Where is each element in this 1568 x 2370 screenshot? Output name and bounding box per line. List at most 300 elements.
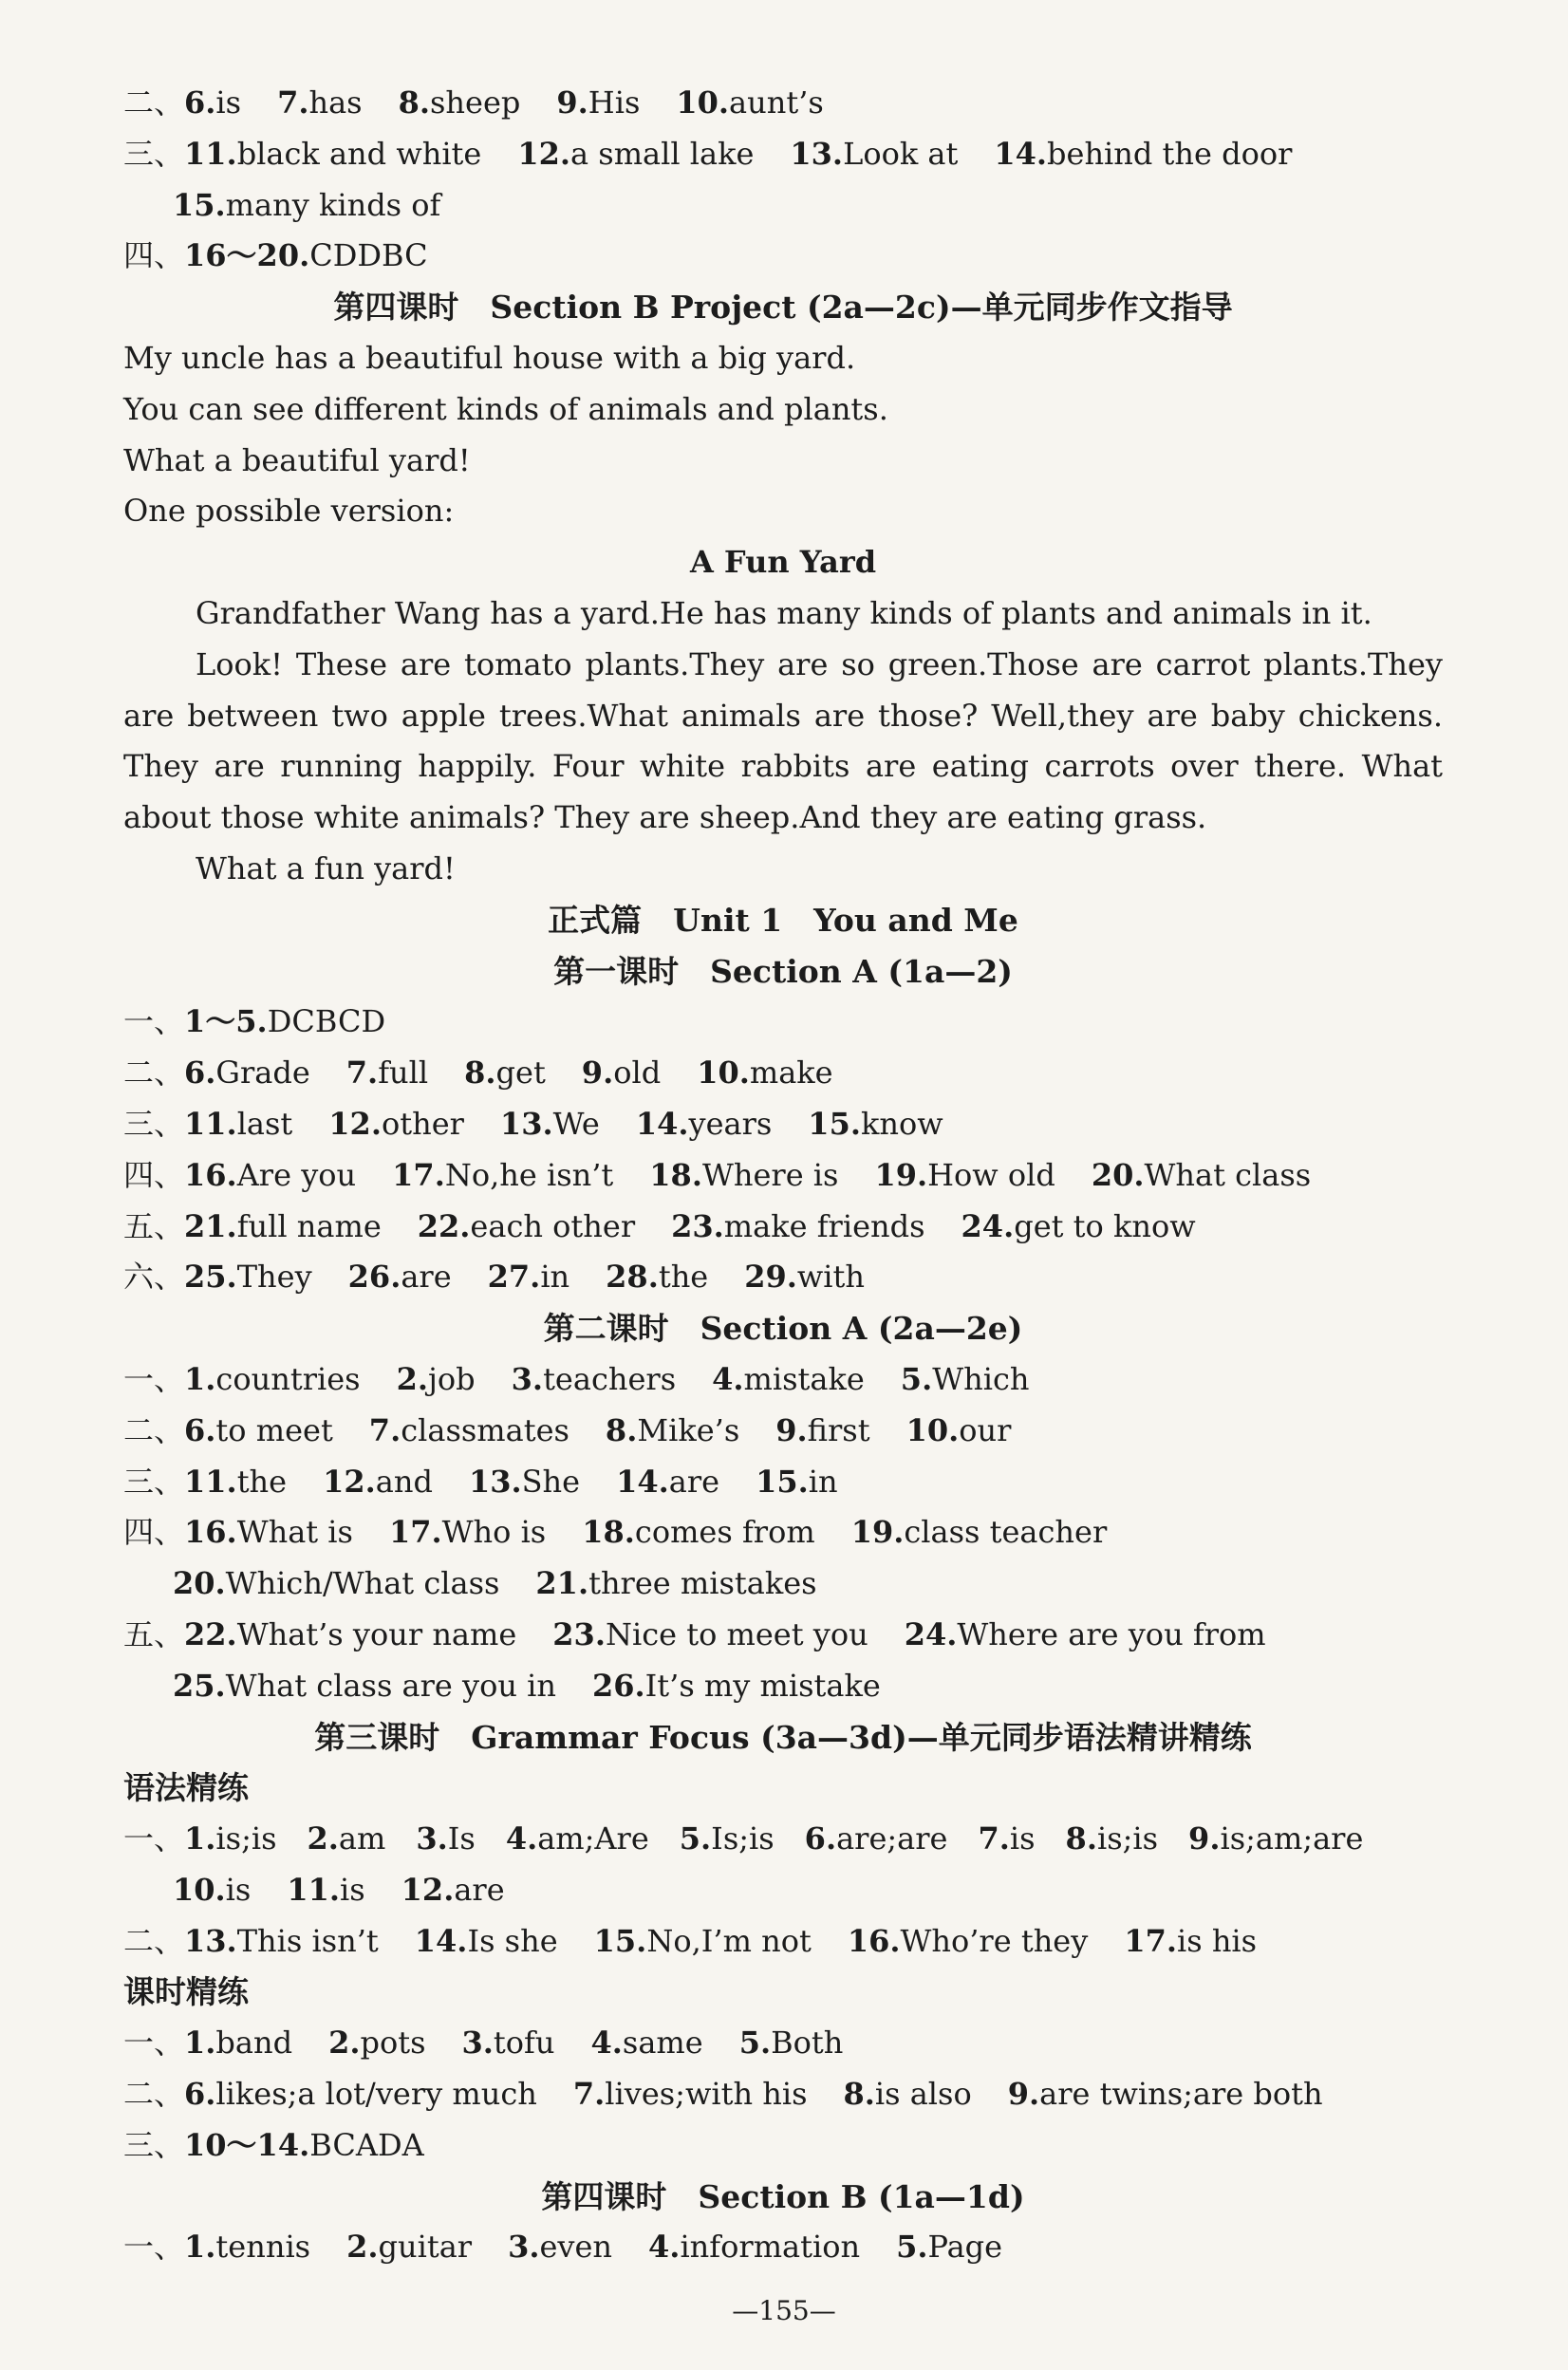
question-number: 8.	[398, 84, 430, 121]
answer-text: likes;a lot/very much	[215, 2076, 537, 2113]
answer-item	[184, 1099, 292, 1150]
lesson-heading: 第三课时 Grammar Focus (3a—3d)—单元同步语法精讲精练	[314, 1718, 1252, 1756]
answer-text: guitar	[378, 2229, 473, 2266]
answer-item	[184, 2222, 310, 2273]
question-number: 16.	[184, 1156, 237, 1193]
answer-text: know	[860, 1105, 943, 1142]
question-number: 11.	[184, 1463, 237, 1500]
answer-item	[184, 1202, 382, 1253]
question-number: 9.	[1007, 2076, 1040, 2113]
answer-line	[123, 1252, 1443, 1303]
answer-text: Where is	[701, 1156, 839, 1193]
answer-text: are	[401, 1259, 452, 1296]
answer-text: lives;with his	[605, 2076, 808, 2113]
answer-text: She	[521, 1463, 581, 1500]
answer-text: DCBCD	[267, 1003, 386, 1040]
answer-item	[573, 2069, 808, 2120]
section-prefix: 四、	[123, 237, 185, 274]
writing-sentence: My uncle has a beautiful house with a big yard.	[123, 339, 856, 376]
answer-item	[392, 1150, 613, 1202]
question-number: 2.	[346, 2229, 379, 2266]
question-number: 22.	[184, 1615, 237, 1652]
answer-text: last	[236, 1105, 293, 1142]
writing-sentence: What a beautiful yard!	[123, 441, 471, 478]
answer-item	[591, 2018, 703, 2069]
answer-item	[961, 1202, 1196, 1253]
answer-item	[775, 1406, 869, 1457]
answer-text: We	[552, 1105, 600, 1142]
answer-text: Which	[932, 1360, 1030, 1397]
answer-item	[712, 1354, 865, 1406]
answer-line	[123, 1507, 1443, 1558]
answer-item	[508, 2222, 612, 2273]
question-number: 10.	[697, 1054, 750, 1092]
section-prefix: 三、	[123, 1463, 185, 1500]
answer-item	[184, 1406, 333, 1457]
answer-item	[173, 180, 440, 232]
answer-item	[346, 2222, 472, 2273]
answer-item	[649, 1150, 838, 1202]
answer-item	[184, 231, 428, 282]
question-number: 17.	[388, 1514, 442, 1551]
question-number: 2.	[307, 1820, 339, 1857]
answer-item	[790, 129, 958, 180]
answer-text: His	[588, 84, 641, 121]
answer-line	[123, 1558, 1443, 1610]
question-number: 24.	[904, 1615, 958, 1652]
question-number: 13.	[790, 135, 844, 172]
answer-item	[512, 1354, 676, 1406]
answer-item	[500, 1099, 600, 1150]
section-prefix: 五、	[123, 1615, 185, 1652]
answer-text: Are you	[236, 1156, 357, 1193]
answer-text: are	[454, 1871, 505, 1908]
question-number: 8.	[843, 2076, 875, 2113]
question-number: 29.	[744, 1259, 797, 1296]
question-number: 13.	[468, 1463, 522, 1500]
answer-item	[517, 129, 754, 180]
answer-item	[399, 78, 521, 129]
question-number: 19.	[874, 1156, 928, 1193]
answer-text: No,he isn’t	[444, 1156, 614, 1193]
answer-line	[123, 2069, 1443, 2120]
question-number: 10.	[905, 1411, 960, 1448]
answer-text: pots	[360, 2025, 426, 2062]
answer-text: Who is	[441, 1514, 547, 1551]
question-number: 24.	[961, 1207, 1015, 1244]
question-number: 21.	[535, 1565, 589, 1602]
section-heading: 第四课时 Section B Project (2a—2c)—单元同步作文指导	[333, 289, 1233, 327]
question-number: 28.	[606, 1259, 659, 1296]
answer-line	[123, 1865, 1443, 1916]
answer-text: the	[236, 1463, 288, 1500]
answer-item	[184, 2018, 292, 2069]
answer-item	[744, 1252, 865, 1303]
answer-text: is his	[1176, 1922, 1258, 1959]
answer-text: our	[959, 1411, 1012, 1448]
answer-item	[184, 129, 481, 180]
answer-line	[123, 1814, 1443, 1865]
answer-item	[535, 1558, 816, 1610]
answer-text: classmates	[401, 1411, 569, 1448]
answer-line	[123, 1916, 1443, 1968]
question-number: 7.	[277, 84, 309, 121]
answer-text: Look at	[843, 135, 959, 172]
answer-text: What is	[236, 1514, 353, 1551]
question-number: 23.	[671, 1207, 724, 1244]
answer-text: Is;is	[711, 1820, 775, 1857]
question-number: 16～20.	[184, 237, 310, 274]
answer-item	[1124, 1916, 1257, 1968]
question-number: 10.	[173, 1871, 226, 1908]
answer-text: Where are you from	[957, 1615, 1266, 1652]
answer-text: are;are	[836, 1820, 948, 1857]
question-number: 12.	[517, 135, 571, 172]
answer-text: am	[338, 1820, 386, 1857]
answer-item	[739, 2018, 844, 2069]
answer-line	[123, 2222, 1443, 2273]
answer-text: BCADA	[309, 2126, 424, 2163]
answer-line	[123, 78, 1443, 129]
question-number: 11.	[287, 1871, 340, 1908]
answer-item	[184, 1814, 277, 1865]
answer-item	[901, 1354, 1030, 1406]
answer-item	[592, 1661, 881, 1712]
essay-title: A Fun Yard	[689, 544, 877, 581]
answer-text: They	[236, 1259, 312, 1296]
answer-line	[123, 997, 1443, 1048]
answer-text: and	[375, 1463, 433, 1500]
answer-text: class teacher	[904, 1514, 1108, 1551]
answer-text: first	[807, 1411, 870, 1448]
question-number: 20.	[1091, 1156, 1145, 1193]
answer-text: make friends	[723, 1207, 925, 1244]
answer-item	[506, 1814, 649, 1865]
answer-text: is	[215, 84, 242, 121]
essay-line: are between two apple trees.What animals are those? Well,they are baby chickens.	[123, 697, 1443, 734]
answer-item	[594, 1916, 812, 1968]
answer-item	[671, 1202, 924, 1253]
question-number: 26.	[347, 1259, 401, 1296]
page-content	[123, 78, 1443, 2273]
question-number: 7.	[572, 2076, 606, 2113]
question-number: 23.	[552, 1615, 606, 1652]
answer-text: It’s my mistake	[644, 1667, 881, 1704]
question-number: 20.	[173, 1565, 226, 1602]
answer-text: years	[688, 1105, 773, 1142]
answer-item	[397, 1354, 476, 1406]
answer-item	[488, 1252, 570, 1303]
question-number: 10.	[676, 84, 730, 121]
section-prefix: 一、	[123, 2025, 185, 2062]
answer-item	[184, 1610, 516, 1661]
answer-text: get	[495, 1054, 546, 1092]
answer-item	[606, 1252, 708, 1303]
answer-item	[905, 1610, 1266, 1661]
answer-item	[328, 2018, 425, 2069]
answer-item	[1188, 1814, 1363, 1865]
essay-line: What a fun yard!	[196, 849, 456, 886]
question-number: 2.	[328, 2025, 361, 2062]
question-number: 5.	[738, 2025, 772, 2062]
answer-text: behind the door	[1047, 135, 1293, 172]
answer-line	[123, 1354, 1443, 1406]
answer-line	[123, 1150, 1443, 1202]
question-number: 14.	[635, 1105, 689, 1142]
section-prefix: 四、	[123, 1156, 185, 1193]
lesson-heading: 第四课时 Section B (1a—1d)	[541, 2177, 1025, 2215]
essay-line: about those white animals? They are sheep.And they are eating grass.	[123, 799, 1207, 836]
answer-line	[123, 2120, 1443, 2172]
answer-item	[805, 1814, 948, 1865]
answer-item	[1066, 1814, 1159, 1865]
question-number: 15.	[173, 186, 226, 223]
answer-text: make	[749, 1054, 833, 1092]
answer-line	[123, 1406, 1443, 1457]
answer-item	[184, 997, 385, 1048]
answer-text: old	[613, 1054, 662, 1092]
answer-text: three mistakes	[588, 1565, 817, 1602]
answer-text: is	[1009, 1820, 1036, 1857]
answer-item	[348, 1252, 452, 1303]
question-number: 17.	[1124, 1922, 1177, 1959]
question-number: 1.	[184, 1820, 216, 1857]
question-number: 9.	[775, 1411, 808, 1448]
answer-text: tennis	[215, 2229, 311, 2266]
question-number: 15.	[756, 1463, 809, 1500]
question-number: 16.	[184, 1514, 237, 1551]
question-number: 4.	[712, 1360, 744, 1397]
practice-label: 课时精练	[123, 1973, 249, 2011]
answer-text: are	[668, 1463, 720, 1500]
answer-item	[389, 1507, 546, 1558]
question-number: 11.	[184, 135, 237, 172]
answer-item	[369, 1406, 569, 1457]
answer-text: band	[215, 2025, 293, 2062]
answer-item	[680, 1814, 775, 1865]
answer-text: How old	[927, 1156, 1055, 1193]
answer-item	[978, 1814, 1035, 1865]
answer-text: tofu	[493, 2025, 555, 2062]
question-number: 4.	[590, 2025, 623, 2062]
section-prefix: 三、	[123, 135, 185, 172]
section-prefix: 四、	[123, 1514, 185, 1551]
section-prefix: 五、	[123, 1207, 185, 1244]
answer-item	[184, 1457, 287, 1508]
answer-item	[556, 78, 640, 129]
answer-text: Who’re they	[900, 1922, 1089, 1959]
essay-line: Look! These are tomato plants.They are so green.Those are carrot plants.They	[196, 645, 1443, 682]
answer-item	[462, 2018, 555, 2069]
answer-item	[552, 1610, 868, 1661]
answer-item	[848, 1916, 1089, 1968]
question-number: 14.	[616, 1463, 669, 1500]
answer-text: even	[539, 2229, 613, 2266]
question-number: 1.	[184, 1360, 216, 1397]
answer-item	[323, 1457, 433, 1508]
question-number: 8.	[464, 1054, 496, 1092]
answer-text: sheep	[430, 84, 521, 121]
unit-title: 正式篇 Unit 1 You and Me	[548, 901, 1018, 939]
question-number: 14.	[994, 135, 1048, 172]
answer-text: has	[308, 84, 363, 121]
answer-item	[582, 1048, 661, 1099]
question-number: 9.	[556, 84, 588, 121]
answer-text: the	[658, 1259, 709, 1296]
answer-text: teachers	[543, 1360, 677, 1397]
answer-item	[906, 1406, 1012, 1457]
question-number: 11.	[184, 1105, 237, 1142]
answer-text: information	[680, 2229, 861, 2266]
answer-text: job	[427, 1360, 476, 1397]
question-number: 9.	[581, 1054, 614, 1092]
answer-line	[123, 231, 1443, 282]
question-number: 3.	[508, 2229, 540, 2266]
question-number: 19.	[850, 1514, 905, 1551]
answer-text: is	[340, 1871, 365, 1908]
answer-text: other	[381, 1105, 464, 1142]
question-number: 6.	[184, 84, 216, 121]
answer-text: Page	[927, 2229, 1003, 2266]
answer-text: black and white	[236, 135, 482, 172]
question-number: 6.	[184, 1411, 216, 1448]
question-number: 18.	[582, 1514, 635, 1551]
question-number: 22.	[417, 1207, 471, 1244]
answer-item	[184, 1150, 356, 1202]
essay-line: They are running happily. Four white rabbits are eating carrots over there. What	[123, 748, 1443, 785]
answer-text: Grade	[215, 1054, 310, 1092]
question-number: 5.	[896, 2229, 928, 2266]
question-number: 5.	[679, 1820, 712, 1857]
grammar-label: 语法精练	[123, 1769, 249, 1807]
section-prefix: 三、	[123, 2126, 185, 2163]
question-number: 4.	[505, 1820, 538, 1857]
section-prefix: 一、	[123, 1820, 185, 1857]
answer-line	[123, 1610, 1443, 1661]
question-number: 6.	[184, 2076, 216, 2113]
answer-text: This isn’t	[236, 1922, 379, 1959]
question-number: 12.	[328, 1105, 382, 1142]
section-prefix: 六、	[123, 1259, 185, 1296]
question-number: 12.	[323, 1463, 376, 1500]
question-number: 14.	[414, 1922, 468, 1959]
section-prefix: 一、	[123, 1360, 185, 1397]
question-number: 6.	[184, 1054, 216, 1092]
answer-text: full name	[236, 1207, 382, 1244]
answer-item	[173, 1558, 499, 1610]
answer-item	[184, 1252, 312, 1303]
answer-item	[464, 1048, 546, 1099]
question-number: 27.	[487, 1259, 541, 1296]
answer-item	[401, 1865, 505, 1916]
answer-text: each other	[470, 1207, 636, 1244]
answer-item	[851, 1507, 1108, 1558]
answer-text: countries	[215, 1360, 361, 1397]
answer-text: Is	[447, 1820, 476, 1857]
question-number: 5.	[900, 1360, 933, 1397]
answer-text: Nice to meet you	[605, 1615, 868, 1652]
answer-item	[184, 2069, 537, 2120]
answer-item	[1092, 1150, 1311, 1202]
answer-item	[418, 1202, 635, 1253]
answer-line	[123, 180, 1443, 232]
question-number: 7.	[345, 1054, 379, 1092]
answer-item	[173, 1661, 556, 1712]
answer-item	[874, 1150, 1055, 1202]
answer-item	[184, 1916, 379, 1968]
lesson-heading: 第二课时 Section A (2a—2e)	[543, 1310, 1023, 1348]
answer-text: is	[225, 1871, 252, 1908]
question-number: 3.	[461, 2025, 494, 2062]
question-number: 3.	[416, 1820, 448, 1857]
lesson-heading: 第一课时 Section A (1a—2)	[553, 952, 1013, 990]
answer-item	[416, 1814, 475, 1865]
question-number: 4.	[648, 2229, 681, 2266]
answer-item	[896, 2222, 1002, 2273]
question-number: 7.	[368, 1411, 401, 1448]
answer-text: is;is	[1096, 1820, 1159, 1857]
question-number: 8.	[605, 1411, 638, 1448]
question-number: 15.	[808, 1105, 861, 1142]
answer-item	[469, 1457, 580, 1508]
answer-item	[173, 1865, 251, 1916]
answer-text: get to know	[1014, 1207, 1196, 1244]
answer-text: are twins;are both	[1039, 2076, 1323, 2113]
section-prefix: 一、	[123, 2229, 185, 2266]
answer-item	[184, 1507, 353, 1558]
answer-item	[415, 1916, 558, 1968]
answer-item	[697, 1048, 832, 1099]
question-number: 25.	[173, 1667, 226, 1704]
answer-text: many kinds of	[225, 186, 441, 223]
section-prefix: 二、	[123, 84, 185, 121]
answer-text: is;is	[215, 1820, 277, 1857]
answer-item	[1008, 2069, 1323, 2120]
answer-item	[648, 2222, 860, 2273]
answer-item	[756, 1457, 838, 1508]
answer-text: What class	[1144, 1156, 1312, 1193]
answer-line	[123, 1661, 1443, 1712]
answer-text: with	[796, 1259, 865, 1296]
question-number: 10～14.	[184, 2126, 310, 2163]
answer-text: comes from	[634, 1514, 815, 1551]
answer-text: am;Are	[537, 1820, 649, 1857]
answer-text: Which/What class	[225, 1565, 500, 1602]
answer-text: is also	[874, 2076, 972, 2113]
answer-text: to meet	[215, 1411, 333, 1448]
answer-text: CDDBC	[309, 237, 428, 274]
answer-line	[123, 1099, 1443, 1150]
answer-item	[636, 1099, 772, 1150]
section-prefix: 二、	[123, 1922, 185, 1959]
answer-item	[994, 129, 1292, 180]
section-prefix: 二、	[123, 1054, 185, 1092]
answer-text: Mike’s	[637, 1411, 740, 1448]
answer-text: What class are you in	[225, 1667, 556, 1704]
essay-line: Grandfather Wang has a yard.He has many kinds of plants and animals in it.	[196, 594, 1372, 631]
answer-item	[582, 1507, 814, 1558]
question-number: 7.	[978, 1820, 1010, 1857]
question-number: 17.	[392, 1156, 445, 1193]
answer-item	[184, 1048, 310, 1099]
page-number: —155—	[732, 2295, 836, 2326]
answer-text: Both	[771, 2025, 844, 2062]
section-prefix: 一、	[123, 1003, 185, 1040]
answer-text: full	[378, 1054, 429, 1092]
question-number: 13.	[499, 1105, 553, 1142]
question-number: 12.	[401, 1871, 455, 1908]
answer-line	[123, 2018, 1443, 2069]
